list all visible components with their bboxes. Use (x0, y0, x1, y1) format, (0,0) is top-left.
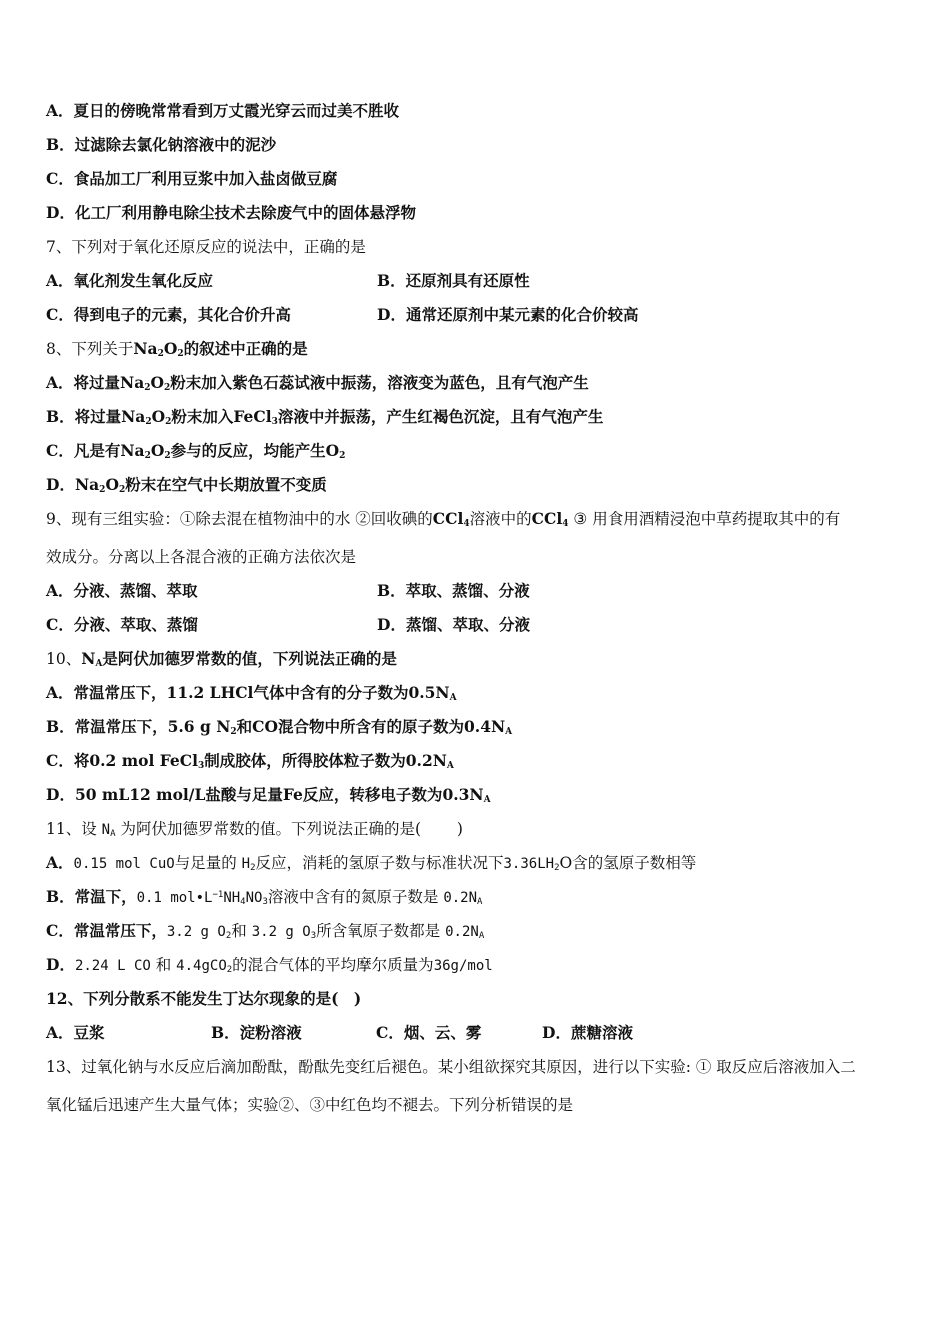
q12-option-b: B．淀粉溶液 (211, 1023, 302, 1042)
q7-option-b: B．还原剂具有还原性 (377, 271, 530, 290)
question-10-stem: 10、$N_A$是阿伏加德罗常数的值，下列说法正确的是 (46, 649, 397, 669)
q7-option-d: D．通常还原剂中某元素的化合价较高 (377, 305, 639, 324)
q8-option-a: A．将过量$Na_2O_2$粉末加入紫色石蕊试液中振荡，溶液变为蓝色，且有气泡产生 (46, 373, 589, 393)
q9-option-c: C．分液、萃取、蒸馏 (46, 615, 198, 634)
question-12-options (46, 1022, 746, 1044)
prev-option-b: B．过滤除去氯化钠溶液中的泥沙 (46, 135, 277, 154)
question-13-stem-line1: 13、过氧化钠与水反应后滴加酚酞，酚酞先变红后褪色。某小组欲探究其原因，进行以下实验: ① 取反应后溶液加入二 (46, 1058, 856, 1076)
q9-option-d: D．蒸馏、萃取、分液 (377, 615, 530, 634)
question-7-stem: 7、下列对于氧化还原反应的说法中，正确的是 (46, 238, 366, 256)
q11-option-d: D．2.24 L CO 和 4.4gCO$_2$的混合气体的平均摩尔质量为36g/mol (46, 955, 493, 975)
q7-option-a: A．氧化剂发生氧化反应 (46, 271, 214, 290)
question-8-stem: 8、下列关于$Na_2O_2$的叙述中正确的是 (46, 339, 308, 359)
prev-option-a: A．夏日的傍晚常常看到万丈霞光穿云而过美不胜收 (46, 101, 400, 120)
q7-option-c: C．得到电子的元素，其化合价升高 (46, 305, 291, 324)
q8-option-b: B．将过量$Na_2O_2$粉末加入FeCl$_3$溶液中并振荡，产生红褐色沉淀，且有气泡产生 (46, 407, 604, 427)
q8-option-d: D．$Na_2O_2$粉末在空气中长期放置不变质 (46, 475, 327, 495)
question-11-stem: 11、设 $N_A$ 为阿伏加德罗常数的值。下列说法正确的是( ) (46, 820, 463, 839)
question-9-options-row1 (46, 580, 530, 602)
q12-option-a: A．豆浆 (46, 1023, 105, 1042)
q10-option-c: C．将0.2 mol FeCl$_3$制成胶体，所得胶体粒子数为$0.2N_A$ (46, 751, 454, 771)
q11-option-a: A．0.15 mol CuO与足量的 $H_2$反应，消耗的氢原子数与标准状况下$3.36LH_2O$含的氢原子数相等 (46, 853, 697, 873)
q10-option-d: D．50 mL12 mol/L盐酸与足量Fe反应，转移电子数为$0.3N_A$ (46, 785, 491, 805)
prev-option-c: C．食品加工厂利用豆浆中加入盐卤做豆腐 (46, 169, 338, 188)
question-7-options-row2 (46, 304, 639, 326)
q10-option-b: B．常温常压下，5.6 g $N_2$和CO混合物中所含有的原子数为$0.4N_A$ (46, 717, 513, 737)
q11-option-c: C．常温常压下，3.2 g $O_2$和 3.2 g $O_3$所含氧原子数都是 $0.2N_A$ (46, 921, 485, 941)
q11-option-b: B．常温下，0.1 $mol•L^{-1}NH_4NO_3$溶液中含有的氮原子数是 $0.2N_A$ (46, 887, 483, 907)
question-9-options-row2 (46, 614, 530, 636)
question-12-stem: 12、下列分散系不能发生丁达尔现象的是( ) (46, 989, 362, 1008)
q9-option-a: A．分液、蒸馏、萃取 (46, 581, 198, 600)
q12-option-c: C．烟、云、雾 (376, 1023, 482, 1042)
q8-option-c: C．凡是有$Na_2O_2$参与的反应，均能产生$O_2$ (46, 441, 346, 461)
question-13-stem-line2: 氧化锰后迅速产生大量气体；实验②、③中红色均不褪去。下列分析错误的是 (46, 1096, 574, 1114)
question-7-options-row1 (46, 270, 530, 292)
prev-option-d: D．化工厂利用静电除尘技术去除废气中的固体悬浮物 (46, 203, 416, 222)
q10-option-a: A．常温常压下，11.2 LHCl气体中含有的分子数为$0.5N_A$ (46, 683, 457, 703)
question-9-stem-line2: 效成分。分离以上各混合液的正确方法依次是 (46, 548, 357, 566)
question-9-stem-line1: 9、现有三组实验：①除去混在植物油中的水 ②回收碘的CCl$_4$溶液中的CCl$_4$ ③ 用食用酒精浸泡中草药提取其中的有 (46, 509, 841, 529)
q9-option-b: B．萃取、蒸馏、分液 (377, 581, 530, 600)
q12-option-d: D．蔗糖溶液 (542, 1023, 633, 1042)
